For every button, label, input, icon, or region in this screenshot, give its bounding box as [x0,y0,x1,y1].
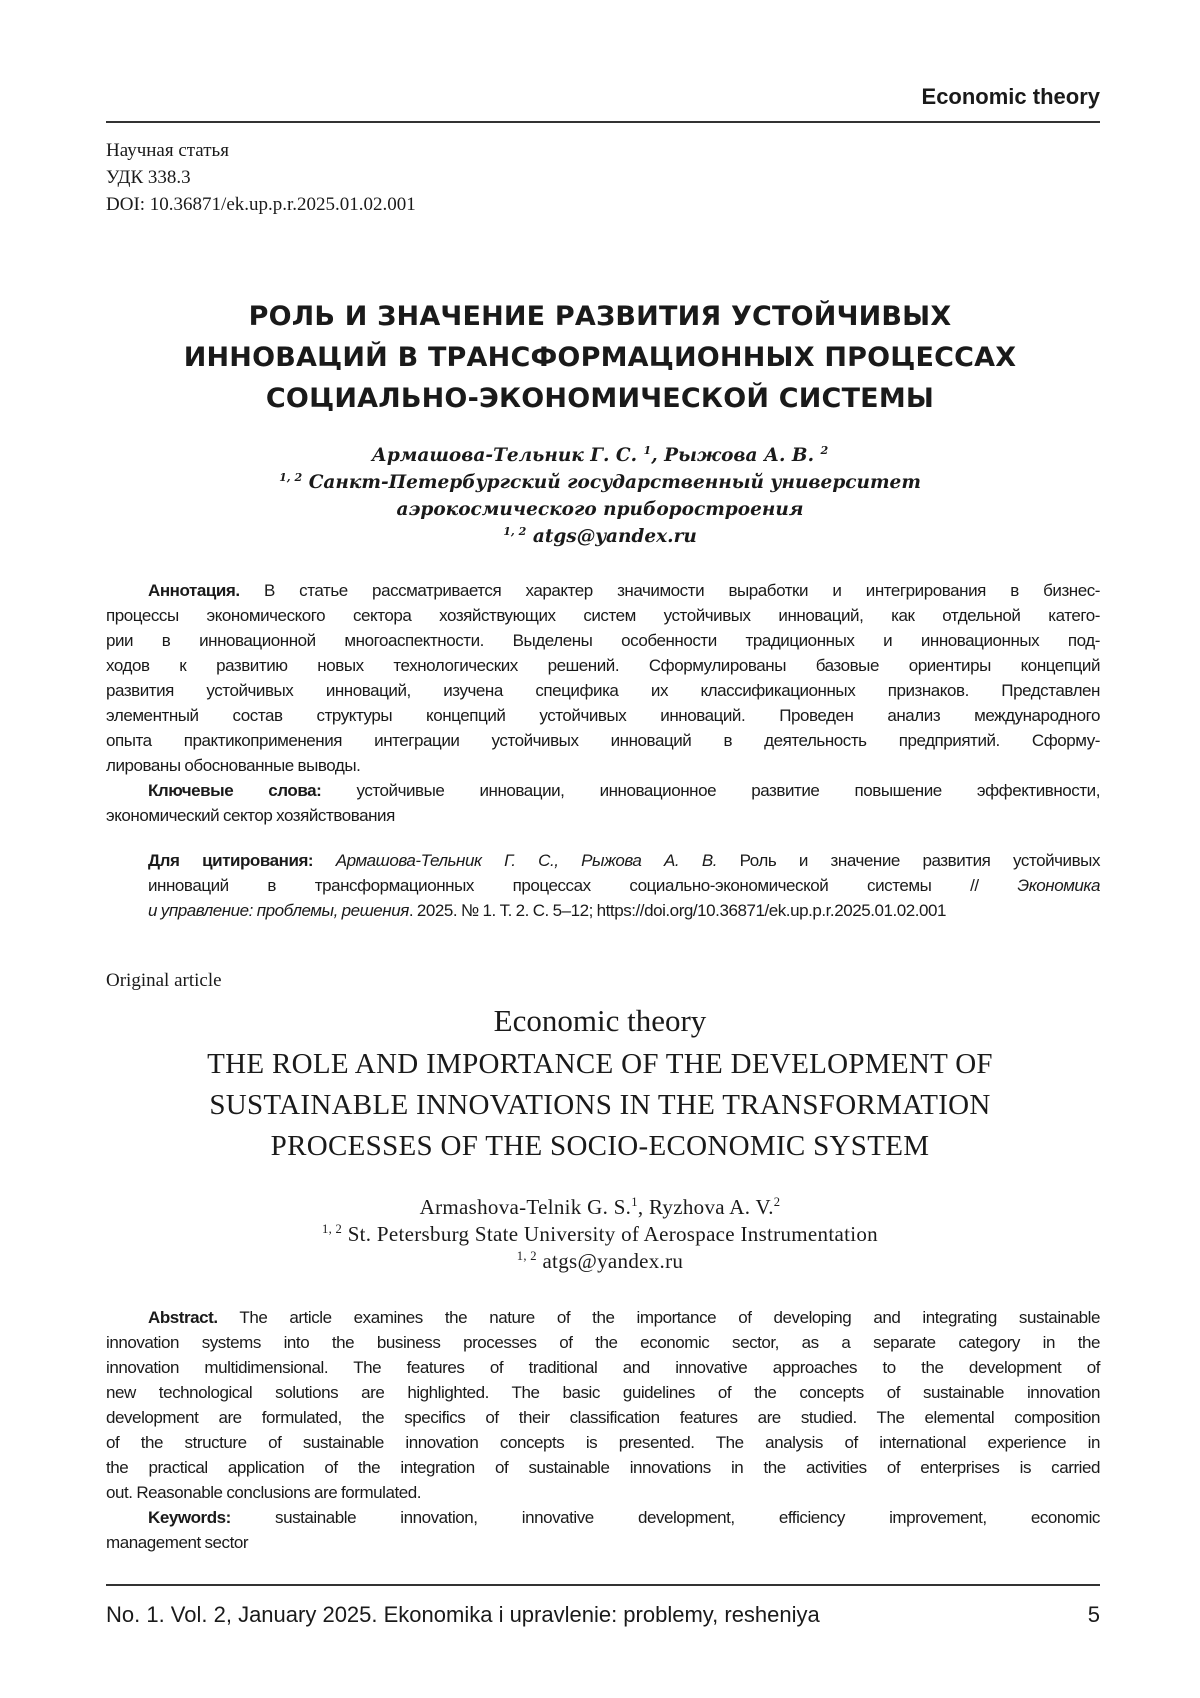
ru-title-line: РОЛЬ И ЗНАЧЕНИЕ РАЗВИТИЯ УСТОЙЧИВЫХ [0,296,1200,337]
en-title-line: PROCESSES OF THE SOCIO-ECONOMIC SYSTEM [0,1126,1200,1167]
udc: УДК 338.3 [106,164,416,191]
en-article-type: Original article [106,970,222,992]
en-keywords: Keywords: sustainable innovation, innovative development, efficiency improvement, economic [106,1505,1100,1530]
ru-abstract: Аннотация. В статье рассматривается характер значимости выработки и интегрирования в бизнес- процессы экономического сектора хозяйствующих систем устойчивых инноваций, как отдельной катего- рии в инновационной многоаспектности. Выделены особенности традиционных и инновационных под- ходов к развитию новых технологических решений. Сформулированы базовые ориентиры концепций развития устойчивых инноваций, изучена специфика их классификационных признаков. Представлен элементный состав структуры концепций устойчивых инноваций. Проведен анализ международного опыта практикоприменения интеграции устойчивых инноваций в деятельность предприятий. Сформу- лированы обоснованные выводы. Ключевые слова: устойчивые инновации, инновационное развитие повышение эффективности, экономический сектор хозяйствования [106,578,1100,828]
article-meta [106,137,416,218]
ru-email: 1, 2 atgs@yandex.ru [0,523,1200,550]
ru-affiliation: 1, 2 Санкт-Петербургский государственный университет [0,469,1200,496]
en-section: Economic theory [0,1003,1200,1039]
ru-authors-block [0,442,1200,550]
ru-title-line: СОЦИАЛЬНО-ЭКОНОМИЧЕСКОЙ СИСТЕМЫ [0,378,1200,419]
ru-title-line: ИННОВАЦИЙ В ТРАНСФОРМАЦИОННЫХ ПРОЦЕССАХ [0,337,1200,378]
en-authors-block [0,1194,1200,1275]
ru-affiliation-2: аэрокосмического приборостроения [0,496,1200,523]
article-type: Научная статья [106,137,416,164]
running-header: Economic theory [922,84,1100,110]
page-number: 5 [1088,1602,1100,1628]
en-affiliation: 1, 2 St. Petersburg State University of Aerospace Instrumentation [0,1221,1200,1248]
en-email: 1, 2 atgs@yandex.ru [0,1248,1200,1275]
en-title [0,1044,1200,1167]
ru-authors: Армашова-Тельник Г. С. 1, Рыжова А. В. 2 [0,442,1200,469]
header-rule [106,121,1100,123]
en-authors: Armashova-Telnik G. S.1, Ryzhova A. V.2 [0,1194,1200,1221]
doi: DOI: 10.36871/ek.up.p.r.2025.01.02.001 [106,191,416,218]
ru-citation: Для цитирования: Армашова-Тельник Г. С., Рыжова А. В. Роль и значение развития устойчивых инноваций в трансформационных процессах социально-экономической системы // Экономика и управление: проблемы, решения. 2025. № 1. Т. 2. С. 5–12; https://doi.org/10.36871/ek.up.p.r.2025.01.02.001 [106,848,1100,923]
ru-title [0,296,1200,419]
ru-keywords: Ключевые слова: устойчивые инновации, инновационное развитие повышение эффективности, [106,778,1100,803]
en-title-line: SUSTAINABLE INNOVATIONS IN THE TRANSFORMATION [0,1085,1200,1126]
footer-journal: No. 1. Vol. 2, January 2025. Ekonomika i upravlenie: problemy, resheniya [106,1602,820,1628]
footer-rule [106,1584,1100,1586]
en-abstract: Abstract. The article examines the nature of the importance of developing and integrating sustainable innovation systems into the business processes of the economic sector, as a separate category in the innovation multidimensional. The features of traditional and innovative approaches to the development of new technological solutions are highlighted. The basic guidelines of the concepts of sustainable innovation development are formulated, the specifics of their classification features are studied. The elemental composition of the structure of sustainable innovation concepts is presented. The analysis of international experience in the practical application of the integration of sustainable innovations in the activities of enterprises is carried out. Reasonable conclusions are formulated. Keywords: sustainable innovation, innovative development, efficiency improvement, economic management sector [106,1305,1100,1555]
en-title-line: THE ROLE AND IMPORTANCE OF THE DEVELOPMENT OF [0,1044,1200,1085]
